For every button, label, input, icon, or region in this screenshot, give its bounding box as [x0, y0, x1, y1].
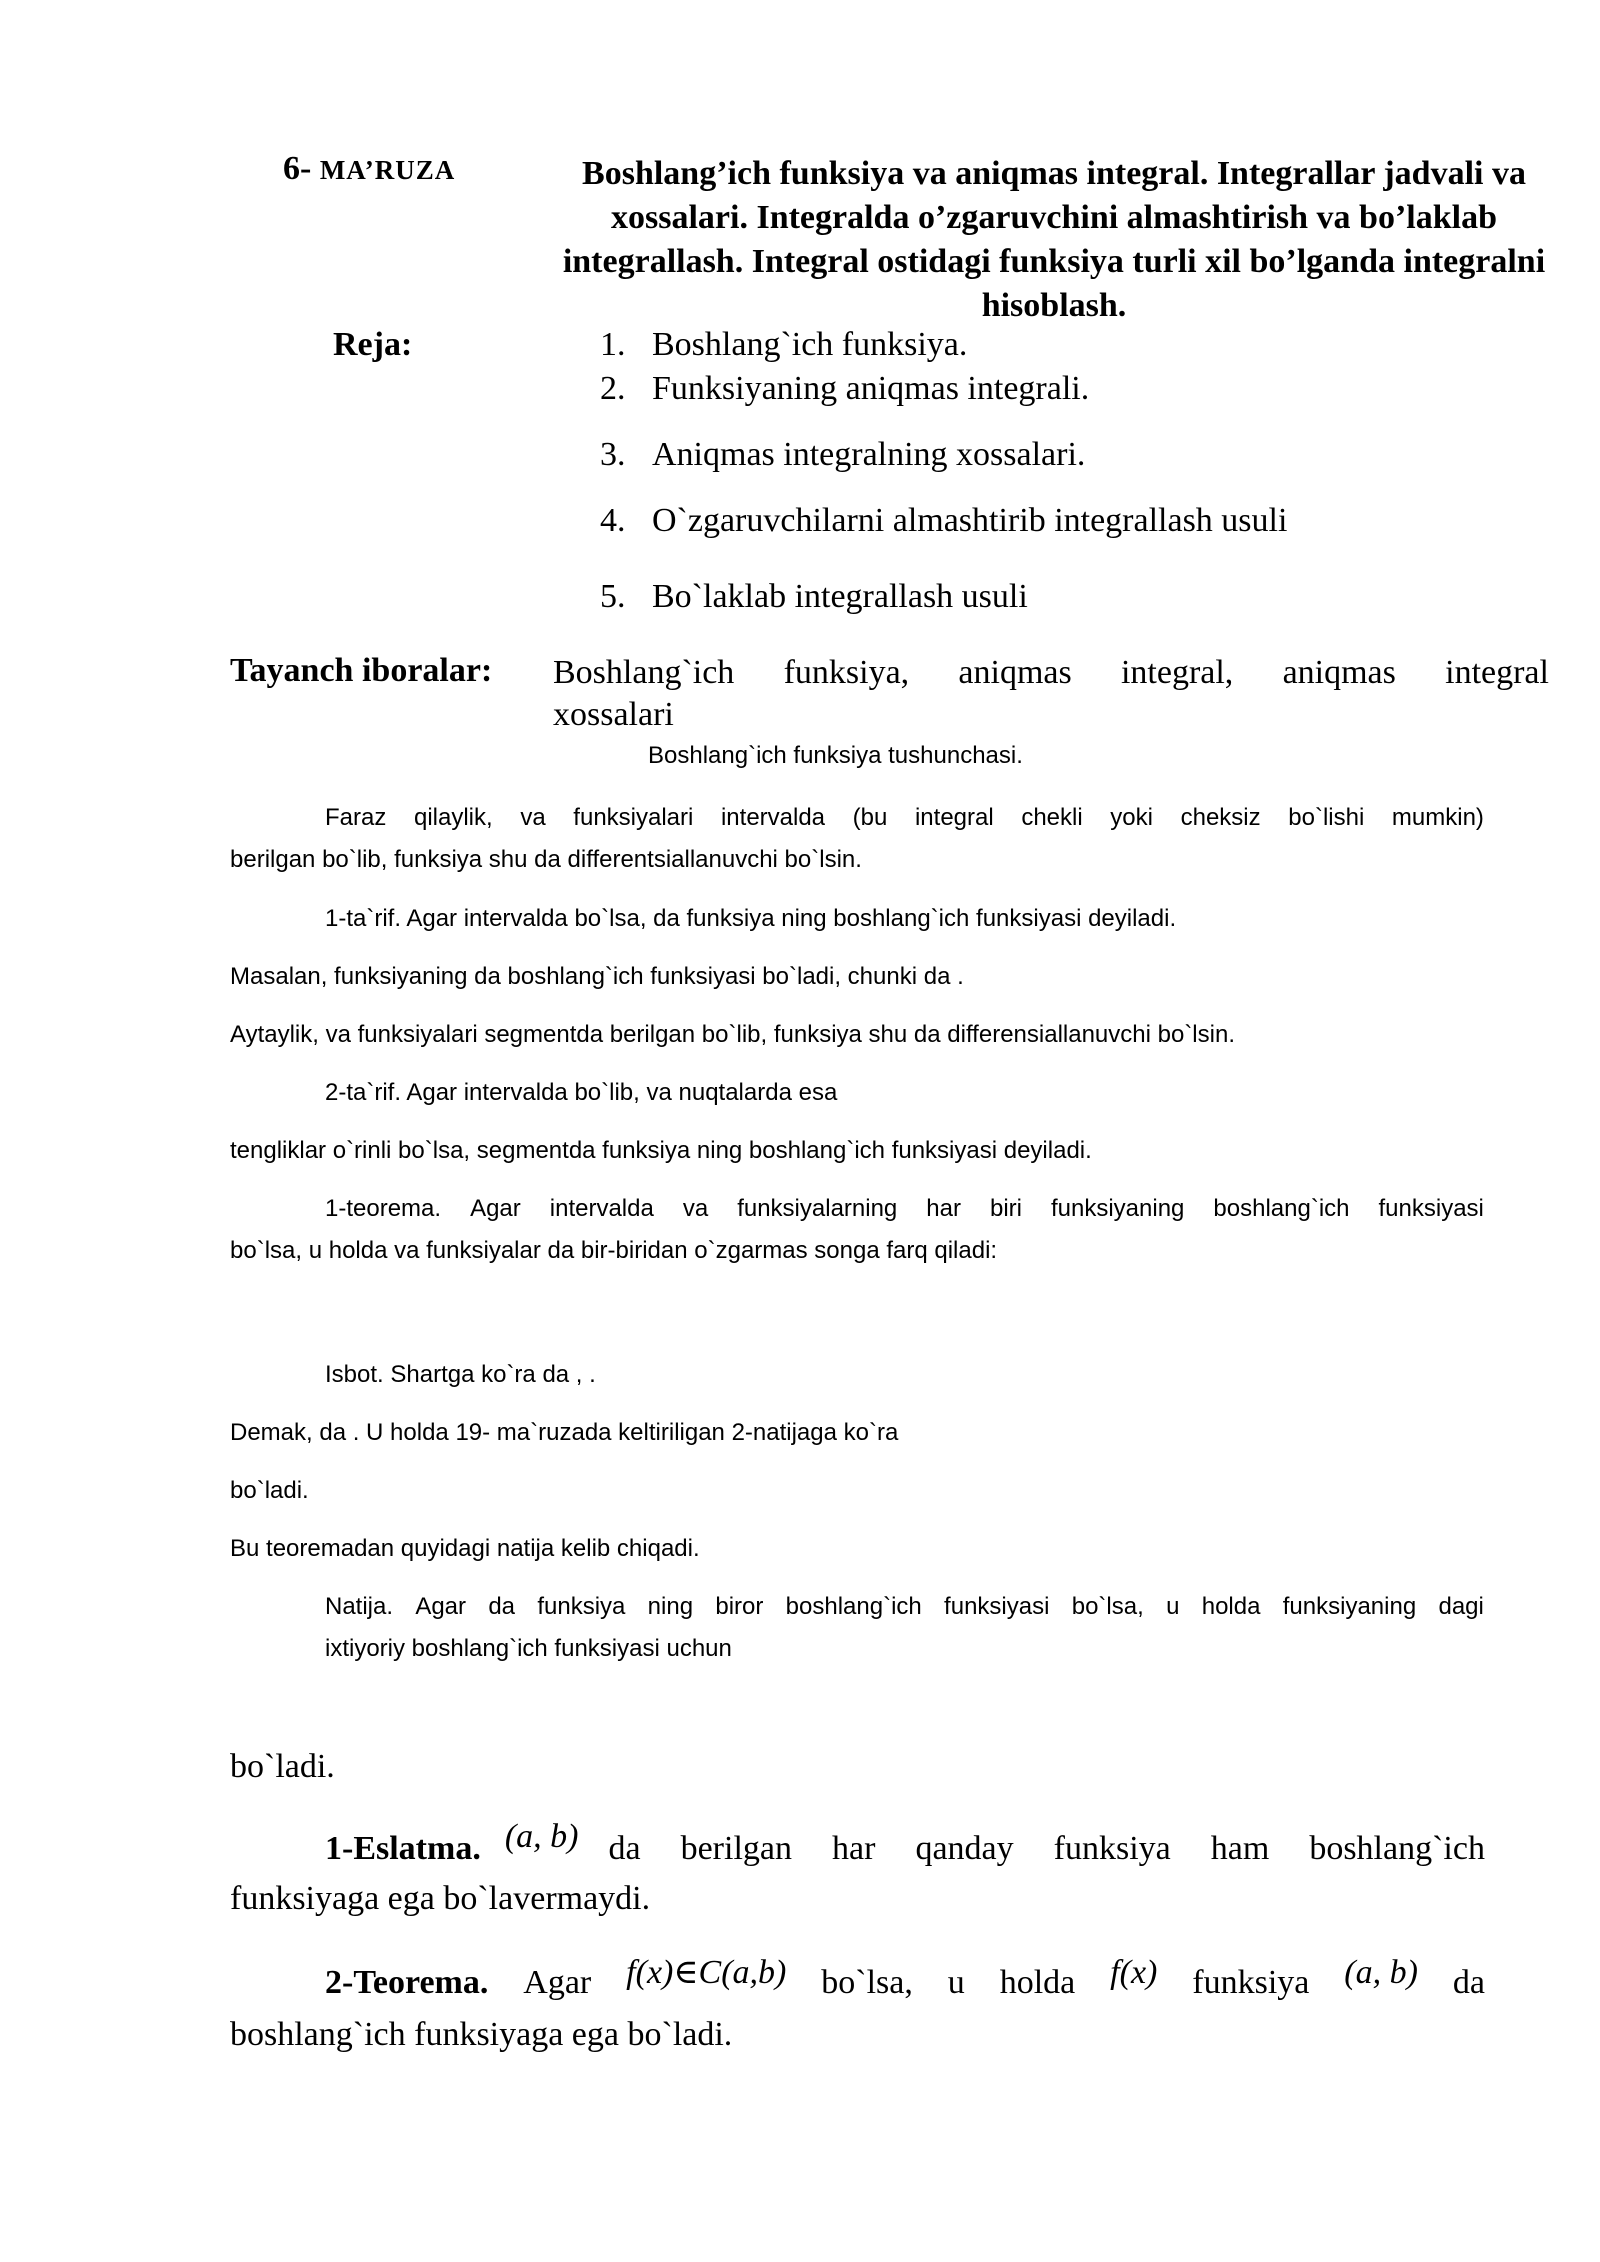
word: dagi — [1438, 1593, 1484, 1620]
word: bo`lishi — [1288, 804, 1365, 831]
word: u — [1166, 1593, 1180, 1620]
word: funksiyalarning — [737, 1195, 898, 1222]
plan-item-text: Bo`laklab integrallash usuli — [652, 578, 1028, 615]
paragraph-line — [325, 797, 1484, 839]
plan-item — [600, 436, 1085, 474]
plan-item-text: Funksiyaning aniqmas integrali. — [652, 370, 1090, 407]
word: (bu — [852, 804, 888, 831]
word: boshlang`ich — [785, 1593, 922, 1620]
word: mumkin) — [1391, 804, 1484, 831]
math-interval: (a, b) — [504, 1818, 579, 1855]
plan-item — [600, 370, 1089, 408]
remark-words — [608, 1824, 1485, 1874]
word: funksiyasi — [1378, 1195, 1484, 1222]
plan-item-number: 4. — [600, 502, 626, 539]
word: Agar — [415, 1593, 467, 1620]
word: funksiya — [537, 1593, 626, 1620]
word: intervalda — [720, 804, 826, 831]
keyword-word: integral, — [1120, 654, 1234, 691]
word: intervalda — [549, 1195, 654, 1222]
word: bo`lsa, — [821, 1964, 913, 2001]
plan-item — [600, 502, 1287, 540]
section-heading: Boshlang`ich funksiya tushunchasi. — [648, 742, 1023, 769]
word: funksiyaning — [1282, 1593, 1417, 1620]
word: va — [520, 804, 546, 831]
word: har — [926, 1195, 961, 1222]
lecture-word: MA’RUZA — [319, 155, 456, 185]
word: Agar — [470, 1195, 521, 1222]
word: Natija. — [325, 1593, 394, 1620]
keyword-word: integral — [1445, 654, 1549, 691]
word: 1-teorema. — [325, 1195, 442, 1222]
plan-item-number: 3. — [600, 436, 626, 473]
keywords-line — [553, 652, 1549, 694]
definition-2: 2-ta`rif. Agar intervalda bo`lib, va nuqtalarda esa — [325, 1079, 838, 1106]
word: holda — [1201, 1593, 1261, 1620]
theorem-1-line — [325, 1188, 1484, 1230]
word: da — [488, 1593, 516, 1620]
theorem-2-line: boshlang`ich funksiyaga ega bo`ladi. — [230, 2016, 733, 2053]
word: funksiya — [1192, 1964, 1310, 2001]
paragraph-line: Demak, da . U holda 19- ma`ruzada keltiriligan 2-natijaga ko`ra — [230, 1419, 899, 1446]
keywords-text — [553, 652, 1549, 736]
word: bo`lsa, — [1071, 1593, 1144, 1620]
plan-item — [600, 326, 967, 364]
plan-item — [600, 578, 1028, 616]
word: Agar — [523, 1964, 592, 2001]
plan-item-text: Boshlang`ich funksiya. — [652, 326, 968, 363]
word: boshlang`ich — [1309, 1830, 1485, 1867]
word: da — [608, 1830, 641, 1867]
word: Faraz — [325, 804, 387, 831]
word: boshlang`ich — [1213, 1195, 1350, 1222]
plan-item-number: 2. — [600, 370, 626, 407]
theorem-2-label: 2-Teorema. — [325, 1964, 489, 2001]
word: cheksiz — [1180, 804, 1261, 831]
keywords-line: xossalari — [553, 696, 674, 733]
plan-item-text: Aniqmas integralning xossalari. — [652, 436, 1086, 473]
plan-item-text: O`zgaruvchilarni almashtirib integrallash usuli — [652, 502, 1288, 539]
word: har — [832, 1830, 876, 1867]
paragraph-line: berilgan bo`lib, funksiya shu da differentsiallanuvchi bo`lsin. — [230, 846, 862, 873]
word: chekli — [1021, 804, 1083, 831]
definition-1: 1-ta`rif. Agar intervalda bo`lsa, da funksiya ning boshlang`ich funksiyasi deyiladi. — [325, 905, 1177, 932]
paragraph-line: Bu teoremadan quyidagi natija kelib chiqadi. — [230, 1535, 700, 1562]
word: berilgan — [680, 1830, 792, 1867]
word: qanday — [915, 1830, 1014, 1867]
plan-label: Reja: — [333, 326, 413, 363]
word: da — [1452, 1964, 1485, 2001]
keyword-word: funksiya, — [783, 654, 910, 691]
word: yoki — [1110, 804, 1153, 831]
word: funksiyalari — [573, 804, 694, 831]
lecture-number-digit: 6- — [283, 150, 312, 187]
word: holda — [999, 1964, 1076, 2001]
word: funksiya — [1053, 1830, 1171, 1867]
word: funksiyaning — [1050, 1195, 1185, 1222]
math-interval: (a, b) — [1344, 1954, 1418, 1991]
remark-label: 1-Eslatma. — [325, 1830, 481, 1867]
remark-line — [325, 1818, 1485, 1874]
plan-item-number: 1. — [600, 326, 626, 363]
definition-2-continuation: tengliklar o`rinli bo`lsa, segmentda funksiya ning boshlang`ich funksiyasi deyiladi. — [230, 1137, 1092, 1164]
paragraph-line: Aytaylik, va funksiyalari segmentda berilgan bo`lib, funksiya shu da differensiallanuvchi bo`lsin. — [230, 1021, 1235, 1048]
corollary-line — [325, 1586, 1484, 1628]
word: u — [947, 1964, 965, 2001]
lecture-title: Boshlang’ich funksiya va aniqmas integral. Integrallar jadvali va xossalari. Integralda o’zgaruvchini almashtirish va bo’laklab integrallash. Integral ostidagi funksiya turli xil bo’lganda integralni hisoblash. — [562, 155, 1546, 324]
theorem-1-line: bo`lsa, u holda va funksiyalar da bir-biridan o`zgarmas songa farq qiladi: — [230, 1237, 998, 1264]
math-expression: f(x)∈C(a,b) — [626, 1954, 787, 1991]
word: integral — [914, 804, 994, 831]
proof-line: Isbot. Shartga ko`ra da , . — [325, 1361, 596, 1388]
corollary-line: ixtiyoriy boshlang`ich funksiyasi uchun — [325, 1635, 732, 1662]
math-expression: f(x) — [1110, 1954, 1158, 1991]
example-line: Masalan, funksiyaning da boshlang`ich funksiyasi bo`ladi, chunki da . — [230, 963, 964, 990]
word: funksiyasi — [944, 1593, 1050, 1620]
word: va — [682, 1195, 709, 1222]
paragraph-line: bo`ladi. — [230, 1477, 309, 1504]
theorem-2-line — [325, 1954, 1485, 2008]
keyword-word: Boshlang`ich — [553, 654, 735, 691]
keyword-word: aniqmas — [958, 654, 1072, 691]
word: ning — [647, 1593, 694, 1620]
word: ham — [1210, 1830, 1270, 1867]
keyword-word: aniqmas — [1282, 654, 1396, 691]
lecture-number — [283, 150, 455, 188]
word: biri — [989, 1195, 1022, 1222]
word: qilaylik, — [413, 804, 493, 831]
word: biror — [715, 1593, 764, 1620]
remark-line: funksiyaga ega bo`lavermaydi. — [230, 1880, 651, 1917]
paragraph-line: bo`ladi. — [230, 1748, 335, 1785]
keywords-label: Tayanch iboralar: — [230, 652, 493, 689]
plan-item-number: 5. — [600, 578, 626, 615]
